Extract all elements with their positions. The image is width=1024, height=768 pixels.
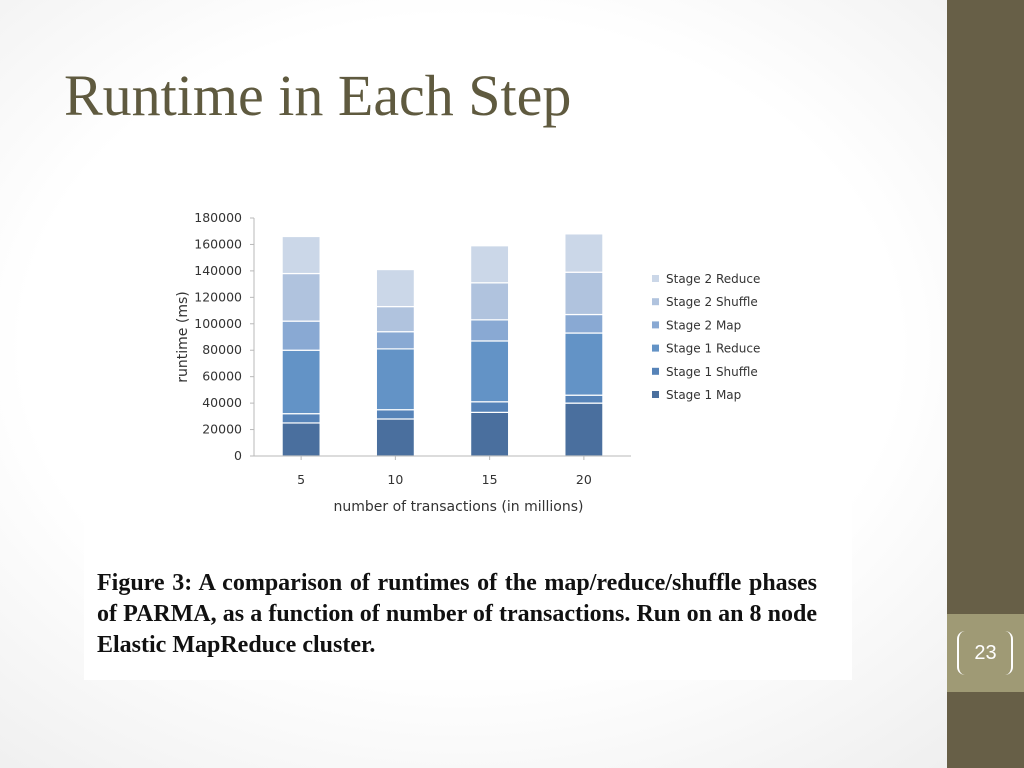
y-tick-label: 80000: [202, 342, 242, 358]
legend-label: Stage 1 Reduce: [666, 341, 761, 356]
bar-segment-15-1: [471, 412, 509, 456]
bar-segment-15-4: [471, 320, 509, 341]
y-tick-label: 160000: [194, 236, 242, 252]
x-tick-label: 5: [297, 472, 306, 487]
bar-segment-10-1: [376, 419, 414, 456]
legend-swatch: [652, 298, 659, 305]
bar-segment-5-2: [282, 414, 320, 423]
bar-segment-10-6: [376, 270, 414, 307]
y-tick-label: 60000: [202, 368, 242, 384]
x-tick-label: 10: [387, 472, 404, 487]
legend-label: Stage 2 Shuffle: [666, 295, 758, 310]
stacked-bar-chart: [84, 190, 852, 560]
legend-swatch: [652, 275, 659, 282]
y-tick-label: 0: [234, 448, 242, 463]
bar-segment-10-3: [376, 349, 414, 410]
legend-label: Stage 2 Reduce: [666, 272, 761, 286]
bar-segment-10-4: [376, 332, 414, 349]
bar-segment-5-5: [282, 274, 320, 322]
y-tick-label: 140000: [194, 262, 242, 278]
bar-segment-20-1: [565, 403, 603, 456]
x-tick-label: 15: [481, 472, 498, 487]
chart-legend: [652, 272, 760, 402]
y-tick-label: 100000: [194, 315, 242, 331]
legend-swatch: [652, 321, 659, 328]
bar-segment-5-1: [282, 423, 320, 456]
page-number: 23: [974, 642, 997, 664]
x-axis-label: number of transactions (in millions): [333, 499, 584, 515]
bar-segment-20-4: [565, 315, 603, 334]
y-tick-label: 180000: [194, 210, 242, 225]
bar-segment-20-5: [565, 272, 603, 314]
legend-label: Stage 1 Map: [666, 388, 742, 402]
bar-segment-15-2: [471, 402, 509, 413]
y-axis-label: runtime (ms): [175, 291, 191, 383]
bar-segment-5-6: [282, 237, 320, 274]
legend-swatch: [652, 368, 659, 375]
bar-segment-20-3: [565, 333, 603, 395]
bar-segment-5-3: [282, 350, 320, 413]
y-tick-label: 120000: [194, 289, 242, 305]
bar-segment-10-5: [376, 307, 414, 332]
legend-label: Stage 2 Map: [666, 318, 742, 333]
bar-segment-15-6: [471, 246, 509, 283]
y-tick-label: 40000: [202, 395, 242, 411]
bar-segment-20-2: [565, 395, 603, 403]
chart-bars: [282, 234, 603, 456]
y-tick-label: 20000: [202, 421, 242, 437]
bar-segment-5-4: [282, 321, 320, 350]
bar-segment-15-3: [471, 341, 509, 402]
figure-caption: Figure 3: A comparison of runtimes of the map/reduce/shuffle phases of PARMA, as a function of number of transactions. Run on an 8 node Elastic MapReduce cluster.: [97, 570, 817, 658]
legend-swatch: [652, 391, 659, 398]
page-number-badge: [947, 614, 1024, 692]
x-tick-label: 20: [575, 472, 592, 487]
bar-segment-10-2: [376, 410, 414, 419]
figure-panel: [84, 190, 852, 680]
bar-segment-15-5: [471, 283, 509, 320]
slide-title: Runtime in Each Step: [64, 63, 572, 128]
bar-segment-20-6: [565, 234, 603, 272]
legend-label: Stage 1 Shuffle: [666, 364, 758, 379]
legend-swatch: [652, 345, 659, 352]
